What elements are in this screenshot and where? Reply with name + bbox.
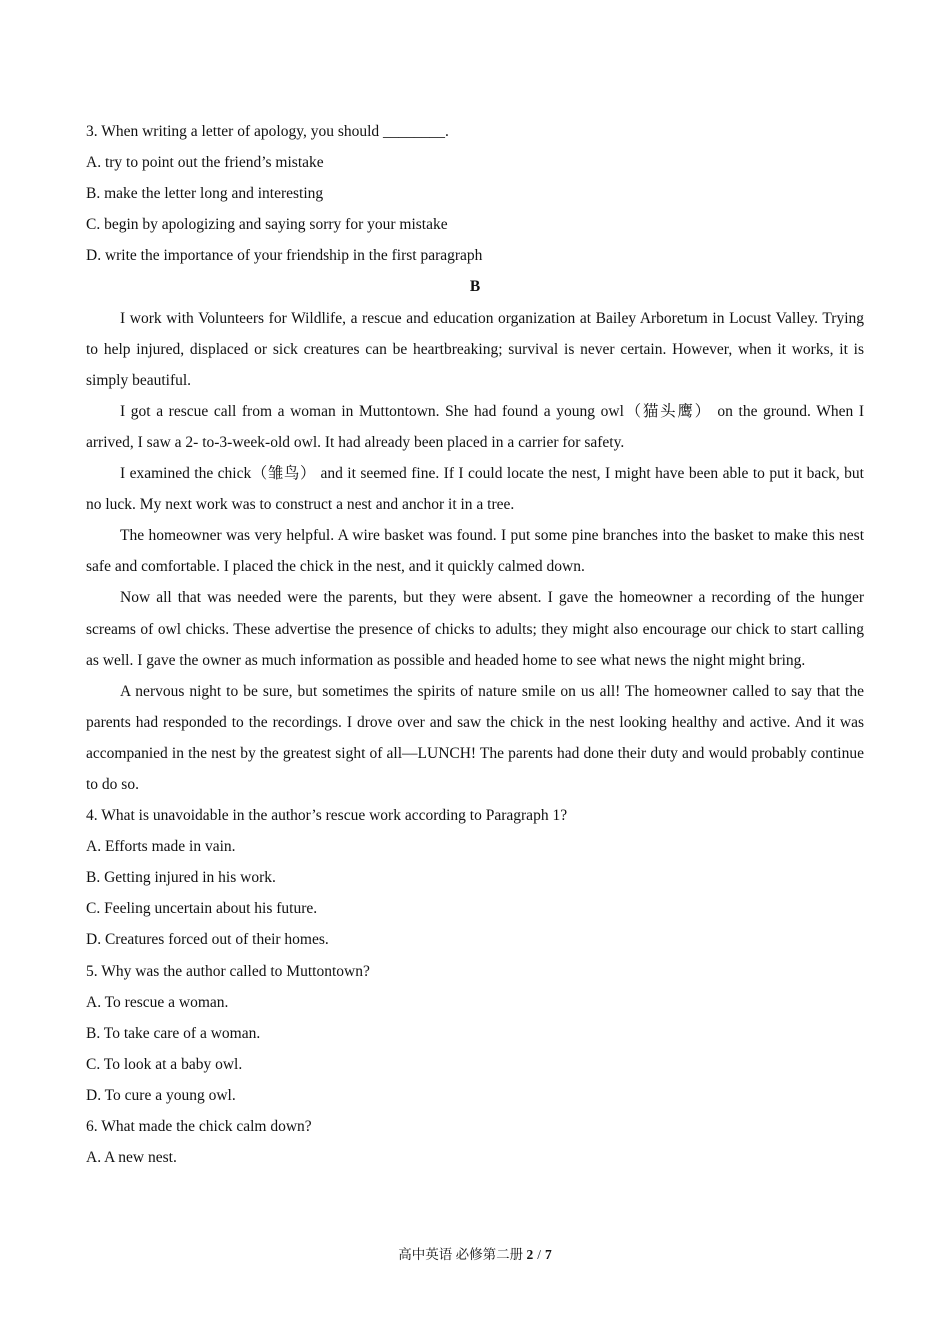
- option-c: C. Feeling uncertain about his future.: [86, 900, 318, 918]
- passage-paragraph: The homeowner was very helpful. A wire basket was found. I put some pine branches into the basket to make this nest safe and comfortable. I placed the chick in the nest, and it quickly calmed down.: [86, 527, 864, 576]
- footer-separator: /: [537, 1247, 541, 1262]
- document-body: [86, 116, 864, 1173]
- passage-paragraph: I got a rescue call from a woman in Muttontown. She had found a young owl（猫头鹰） on the ground. When I arrived, I saw a 2- to-3-week-old owl. It had already been placed in a carrier for safety.: [86, 402, 864, 451]
- option-a: A. A new nest.: [86, 1149, 177, 1167]
- option-b: B. To take care of a woman.: [86, 1024, 261, 1042]
- question-3: [86, 116, 864, 271]
- passage-paragraph: A nervous night to be sure, but sometimes the spirits of nature smile on us all! The homeowner called to say that the parents had responded to the recordings. I drove over and saw the chick in the nest looking healthy and active. And it was accompanied in the nest by the greatest sight of all—LUNCH! The parents had done their duty and would probably continue to do so.: [86, 682, 864, 793]
- question-stem: 3. When writing a letter of apology, you should ________.: [86, 123, 449, 140]
- option-d: D. Creatures forced out of their homes.: [86, 931, 329, 949]
- passage-paragraph: I examined the chick（雏鸟） and it seemed fine. If I could locate the nest, I might have been able to put it back, but no luck. My next work was to construct a nest and anchor it in a tree.: [86, 465, 864, 514]
- option-c: C. To look at a baby owl.: [86, 1055, 243, 1073]
- section-label-b: B: [469, 278, 481, 296]
- question-stem: 6. What made the chick calm down?: [86, 1118, 312, 1135]
- option-b: B. make the letter long and interesting: [86, 185, 324, 203]
- question-stem: 4. What is unavoidable in the author’s rescue work according to Paragraph 1?: [86, 807, 568, 825]
- option-a: A. Efforts made in vain.: [86, 838, 236, 856]
- question-5: [86, 956, 864, 1111]
- option-a: A. try to point out the friend’s mistake: [86, 154, 324, 172]
- passage-paragraph: Now all that was needed were the parents, but they were absent. I gave the homeowner a recording of the hunger screams of owl chicks. These advertise the presence of chicks to adults; they might also encourage our chick to start calling as well. I gave the owner as much information as possible and headed home to see what news the night might bring.: [86, 589, 864, 669]
- question-stem: 5. Why was the author called to Muttontown?: [86, 962, 370, 980]
- option-c: C. begin by apologizing and saying sorry for your mistake: [86, 216, 448, 234]
- option-b: B. Getting injured in his work.: [86, 869, 276, 887]
- option-a: A. To rescue a woman.: [86, 993, 229, 1011]
- footer-page-number: 2: [526, 1247, 534, 1262]
- passage-paragraph: I work with Volunteers for Wildlife, a rescue and education organization at Bailey Arboretum in Locust Valley. Trying to help injured, displaced or sick creatures can be heartbreaking; survival is never certain. However, when it works, it is simply beautiful.: [86, 309, 864, 389]
- footer-total-pages: 7: [545, 1247, 552, 1262]
- page-footer: [0, 1243, 950, 1267]
- option-d: D. To cure a young owl.: [86, 1086, 236, 1104]
- question-6: [86, 1111, 864, 1173]
- footer-course: 高中英语: [398, 1247, 453, 1262]
- footer-volume: 必修第二册: [455, 1247, 524, 1262]
- question-4: [86, 800, 864, 955]
- passage-b: [86, 303, 864, 801]
- option-d: D. write the importance of your friendship in the first paragraph: [86, 247, 483, 265]
